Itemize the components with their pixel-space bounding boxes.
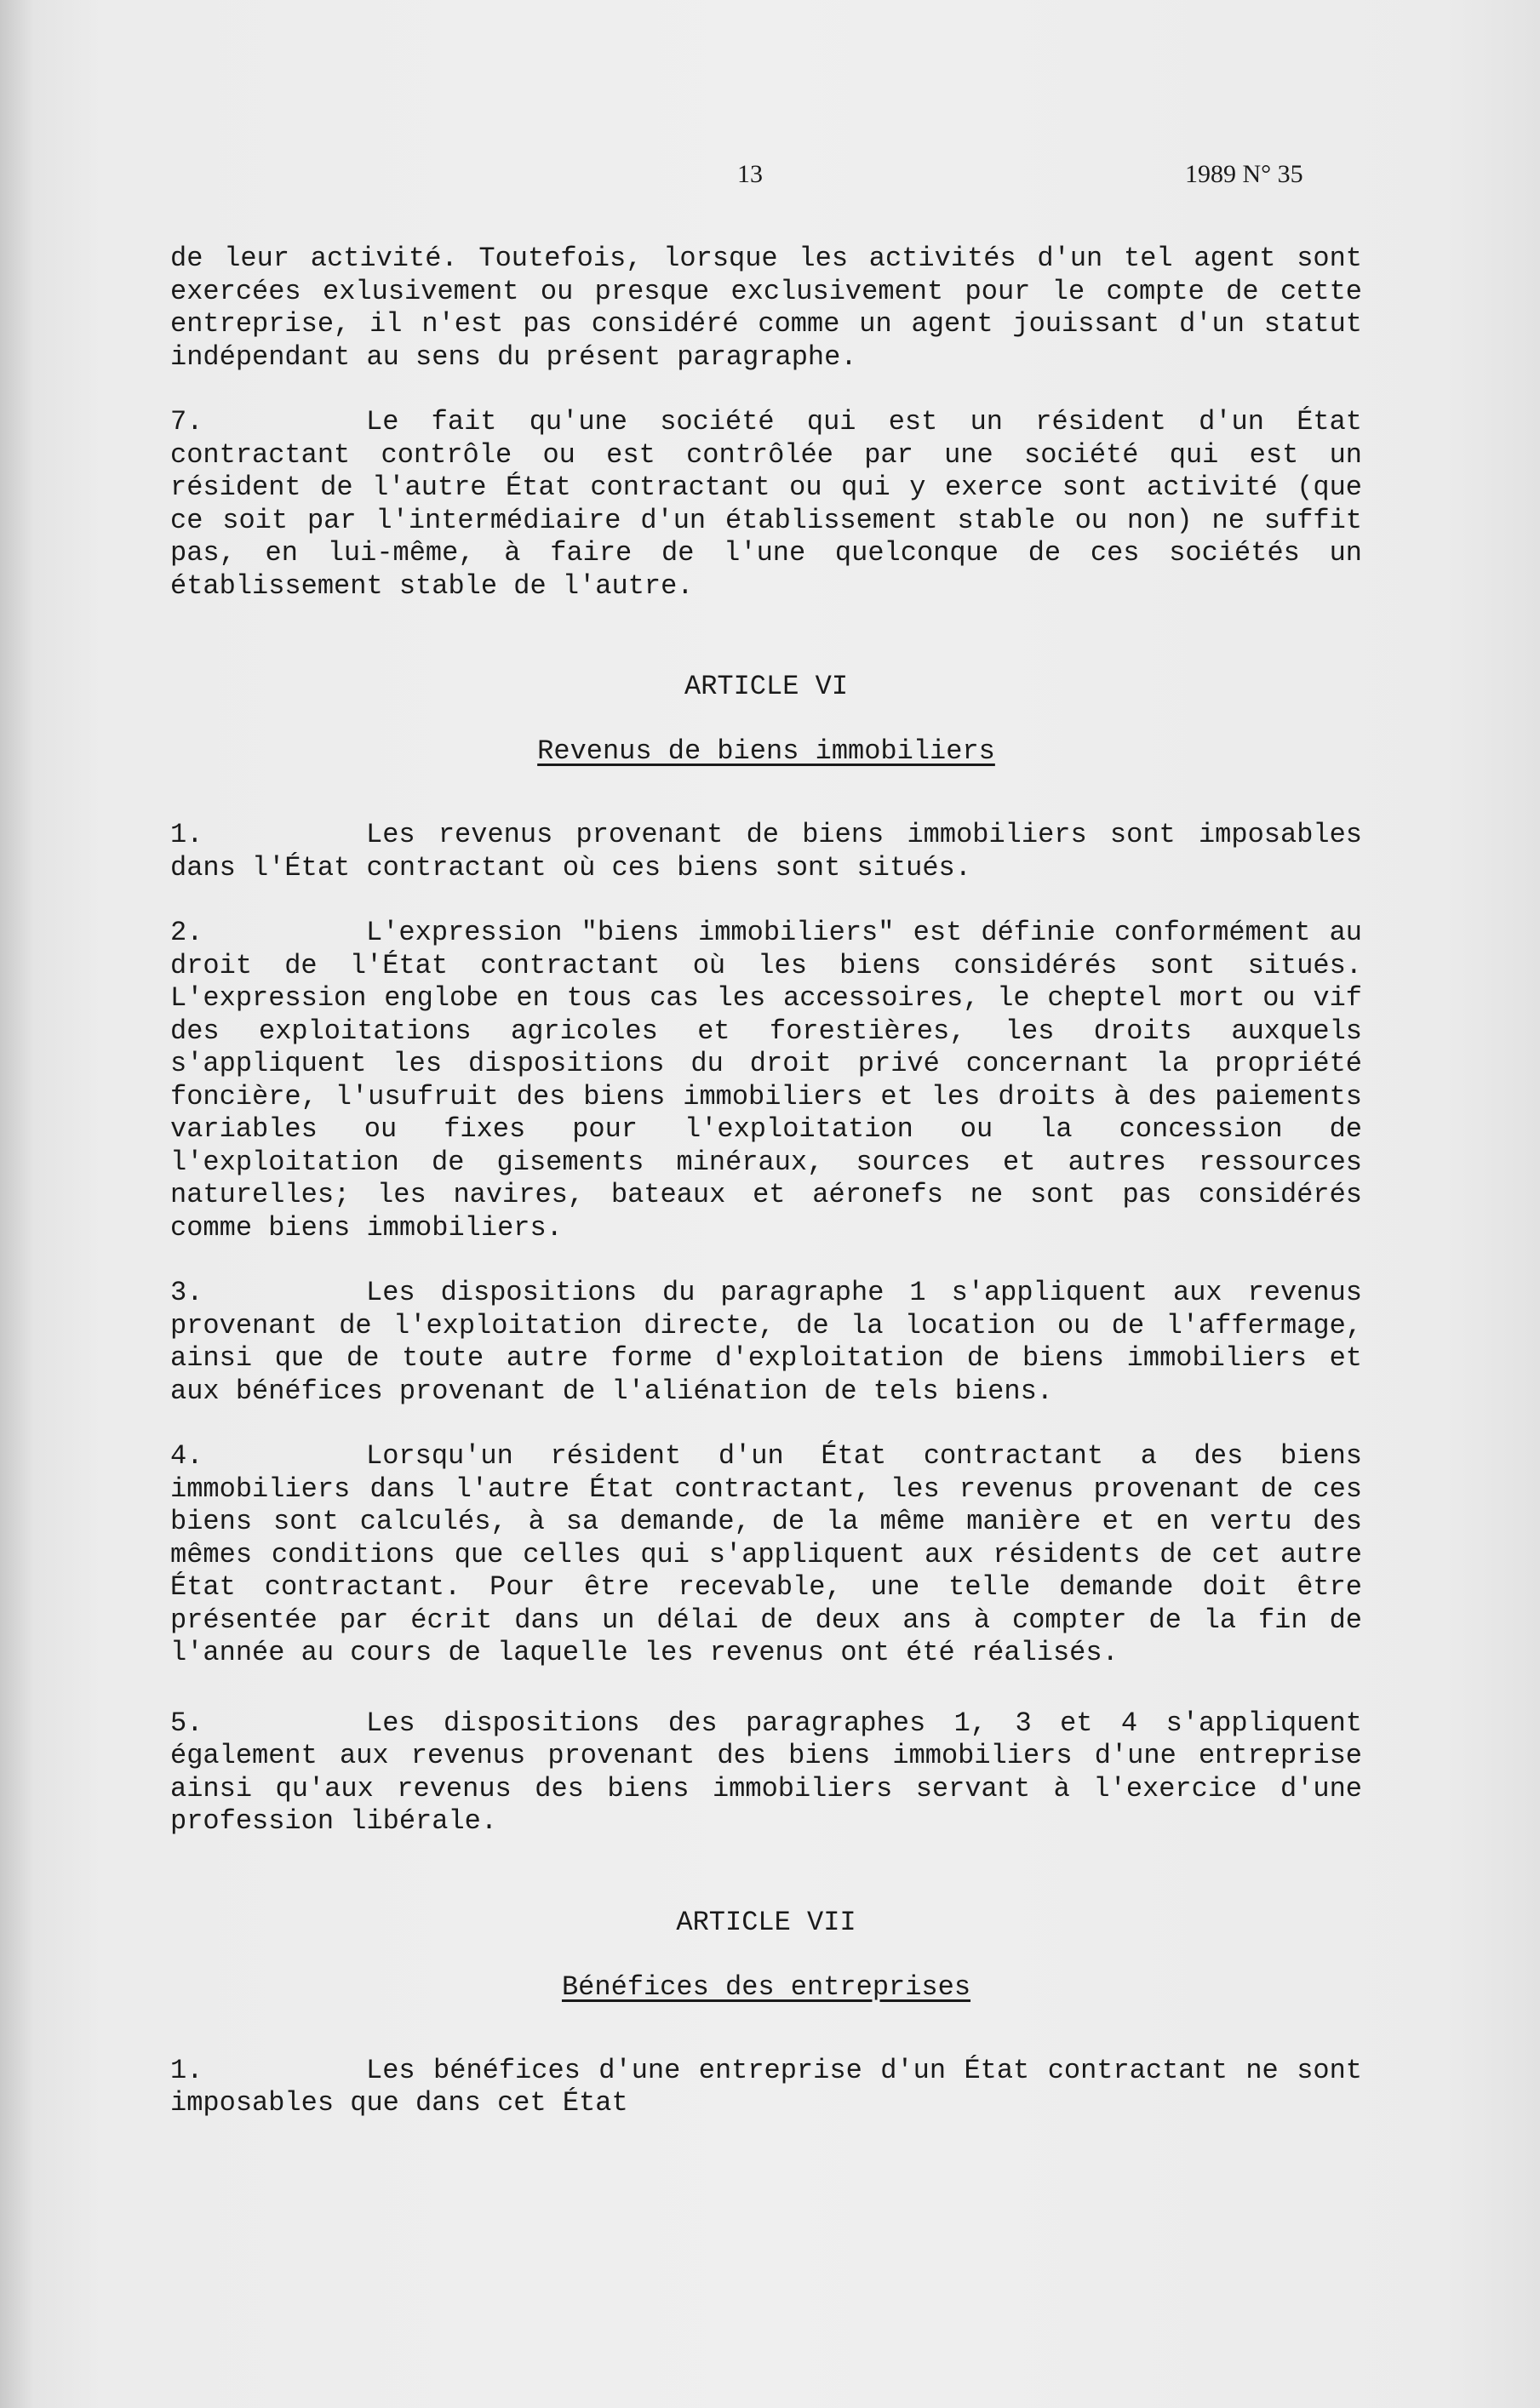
page-header	[0, 160, 1540, 203]
paragraph-text: Les dispositions des paragraphes 1, 3 et 4 s'appliquent également aux revenus provenant des biens immobiliers d'une entreprise ainsi qu'aux revenus des biens immobiliers servant à l'exercice d'une profession libérale.	[170, 1707, 1362, 1837]
continued-paragraph: de leur activité. Toutefois, lorsque les activités d'un tel agent sont exercées exlusivement ou presque exclusivement pour le compte de cette entreprise, il n'est pas considéré comme un agent jouissant d'un statut indépendant au sens du présent paragraphe.	[170, 243, 1362, 373]
article-6-paragraph-4	[170, 1440, 1362, 1670]
paragraph-text: L'expression "biens immobiliers" est définie conformément au droit de l'État contractant où les biens considérés sont situés. L'expression englobe en tous cas les accessoires, le cheptel mort ou vif des exploitations agricoles et forestières, les droits auxquels s'appliquent les dispositions du droit privé concernant la propriété foncière, l'usufruit des biens immobiliers et les droits à des paiements variables ou fixes pour l'exploitation ou la concession de l'exploitation de gisements minéraux, sources et autres ressources naturelles; les navires, bateaux et aéronefs ne sont pas considérés comme biens immobiliers.	[170, 917, 1362, 1244]
document-reference: 1989 N° 35	[1185, 160, 1303, 188]
article-6-title: ARTICLE VI	[684, 671, 849, 702]
paragraph-number: 5.	[170, 1707, 203, 1739]
article-6-subtitle: Revenus de biens immobiliers	[537, 735, 995, 767]
paragraph-number: 1.	[170, 2054, 203, 2086]
document-body	[170, 243, 1362, 2120]
article-6-paragraph-3	[170, 1277, 1362, 1408]
paragraph-number: 2.	[170, 917, 203, 948]
page-number: 13	[737, 160, 763, 188]
article-6-paragraph-1	[170, 819, 1362, 884]
paragraph-7	[170, 406, 1362, 603]
article-6-paragraph-5	[170, 1707, 1362, 1839]
paragraph-number: 3.	[170, 1277, 203, 1308]
article-6-paragraph-2	[170, 917, 1362, 1244]
article-7-title: ARTICLE VII	[676, 1906, 856, 1938]
paragraph-text: Les bénéfices d'une entreprise d'un État contractant ne sont imposables que dans cet État	[170, 2054, 1362, 2119]
paragraph-text: Lorsqu'un résident d'un État contractant a des biens immobiliers dans l'autre État contractant, les revenus provenant de ces biens sont calculés, à sa demande, de la même manière et en vertu des mêmes conditions que celles qui s'appliquent aux résidents de cet autre État contractant. Pour être recevable, une telle demande doit être présentée par écrit dans un délai de deux ans à compter de la fin de l'année au cours de laquelle les revenus ont été réalisés.	[170, 1440, 1362, 1668]
paragraph-number: 7.	[170, 406, 203, 438]
article-7-paragraph-1	[170, 2055, 1362, 2120]
paragraph-text: Les revenus provenant de biens immobiliers sont imposables dans l'État contractant où ces biens sont situés.	[170, 819, 1362, 884]
article-7-subtitle: Bénéfices des entreprises	[561, 1970, 971, 2003]
paragraph-number: 1.	[170, 819, 203, 850]
paragraph-text: Les dispositions du paragraphe 1 s'appliquent aux revenus provenant de l'exploitation directe, de la location ou de l'affermage, ainsi que de toute autre forme d'exploitation de biens immobiliers et aux bénéfices provenant de l'aliénation de tels biens.	[170, 1277, 1362, 1407]
paragraph-number: 4.	[170, 1440, 203, 1472]
paragraph-text: Le fait qu'une société qui est un résident d'un État contractant contrôle ou est contrôlée par une société qui est un résident de l'autre État contractant ou qui y exerce sont activité (que ce soit par l'intermédiaire d'un établissement stable ou non) ne suffit pas, en lui-même, à faire de l'une quelconque de ces sociétés un établissement stable de l'autre.	[170, 406, 1362, 602]
